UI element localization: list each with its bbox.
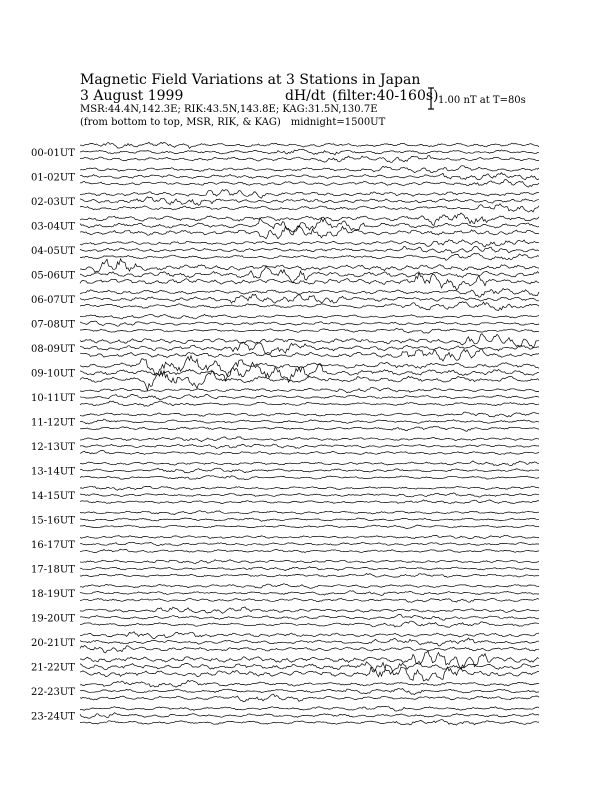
trace-line <box>80 500 539 504</box>
chart-title: Magnetic Field Variations at 3 Stations in Japan <box>80 72 421 88</box>
trace-line <box>80 518 539 521</box>
row-label: 23-24UT <box>31 711 75 723</box>
trace-line <box>80 204 539 212</box>
trace-line <box>80 259 539 272</box>
trace-line <box>80 294 539 303</box>
trace-line <box>80 226 539 239</box>
trace-line <box>80 607 539 613</box>
trace-line <box>80 591 539 596</box>
trace-line <box>80 328 539 333</box>
row-label: 22-23UT <box>31 687 75 698</box>
trace-line <box>80 493 539 497</box>
trace-line <box>80 680 539 687</box>
trace-line <box>80 651 539 669</box>
station-coordinates: MSR:44.4N,142.3E; RIK:43.5N,143.8E; KAG:31.5N,130.7E <box>80 104 378 115</box>
row-label: 20-21UT <box>31 638 75 649</box>
row-label: 12-13UT <box>31 442 75 453</box>
trace-line <box>80 549 539 552</box>
trace-line <box>80 246 539 253</box>
trace-line <box>80 180 539 188</box>
trace-line <box>80 535 539 538</box>
trace-line <box>80 149 539 155</box>
trace-line <box>80 468 539 473</box>
row-label: 05-06UT <box>31 270 75 282</box>
trace-line <box>80 665 539 681</box>
trace-line <box>80 190 539 199</box>
trace-line <box>80 302 539 311</box>
trace-line <box>80 349 539 361</box>
row-label: 17-18UT <box>31 564 75 576</box>
trace-line <box>80 713 539 719</box>
row-label: 07-08UT <box>31 319 75 331</box>
trace-line <box>80 362 539 382</box>
trace-line <box>80 614 539 620</box>
trace-line <box>80 646 539 653</box>
trace-rows <box>31 142 539 725</box>
trace-line <box>80 706 539 711</box>
trace-line <box>80 437 539 442</box>
filter-label: (filter:40-160s) <box>332 88 439 104</box>
trace-line <box>80 314 539 319</box>
trace-line <box>80 240 539 247</box>
trace-line <box>80 461 539 466</box>
row-label: 03-04UT <box>31 221 75 233</box>
trace-line <box>80 197 539 206</box>
trace-line <box>80 272 539 290</box>
row-label: 19-20UT <box>31 613 75 625</box>
date-label: 3 August 1999 <box>80 88 184 104</box>
trace-line <box>80 142 539 148</box>
row-label: 08-09UT <box>31 344 75 355</box>
trace-line <box>80 166 539 173</box>
trace-line <box>80 412 539 417</box>
row-label: 18-19UT <box>31 589 75 600</box>
trace-line <box>80 662 539 674</box>
trace-line <box>80 486 539 490</box>
trace-line <box>80 419 539 424</box>
trace-line <box>80 584 539 589</box>
trace-line <box>80 401 539 406</box>
row-label: 11-12UT <box>31 417 75 429</box>
trace-line <box>80 387 539 393</box>
trace-line <box>80 621 539 627</box>
trace-line <box>80 560 539 564</box>
row-label: 06-07UT <box>31 295 75 306</box>
trace-line <box>80 450 539 454</box>
midnight-note: midnight=1500UT <box>290 117 386 128</box>
trace-line <box>80 542 539 546</box>
trace-line <box>80 511 539 515</box>
row-label: 02-03UT <box>31 197 75 208</box>
trace-line <box>80 253 539 260</box>
trace-line <box>80 321 539 326</box>
order-note: (from bottom to top, MSR, RIK, & KAG) <box>80 117 281 128</box>
trace-line <box>80 632 539 639</box>
trace-line <box>80 394 539 400</box>
row-label: 10-11UT <box>31 393 75 404</box>
trace-line <box>80 213 539 225</box>
trace-line <box>80 444 539 449</box>
trace-line <box>80 694 539 702</box>
row-label: 16-17UT <box>31 540 75 551</box>
trace-line <box>80 689 539 695</box>
row-label: 13-14UT <box>31 466 75 478</box>
trace-line <box>80 574 539 578</box>
trace-line <box>80 173 539 180</box>
parameter-label: dH/dt <box>285 88 326 104</box>
row-label: 15-16UT <box>31 515 75 527</box>
trace-line <box>80 598 539 602</box>
row-label: 01-02UT <box>31 172 75 184</box>
trace-line <box>80 156 539 163</box>
trace-line <box>80 567 539 571</box>
scale-bar <box>428 88 434 109</box>
row-label: 21-22UT <box>31 662 75 674</box>
trace-line <box>80 476 539 480</box>
trace-line <box>80 342 539 354</box>
trace-line <box>80 720 539 726</box>
trace-line <box>80 525 539 529</box>
trace-line <box>80 426 539 431</box>
trace-line <box>80 218 539 232</box>
row-label: 00-01UT <box>31 148 75 159</box>
scale-label: 1.00 nT at T=80s <box>438 95 526 106</box>
trace-line <box>80 638 539 646</box>
row-label: 09-10UT <box>31 368 75 380</box>
row-label: 04-05UT <box>31 246 75 257</box>
row-label: 14-15UT <box>31 491 75 502</box>
